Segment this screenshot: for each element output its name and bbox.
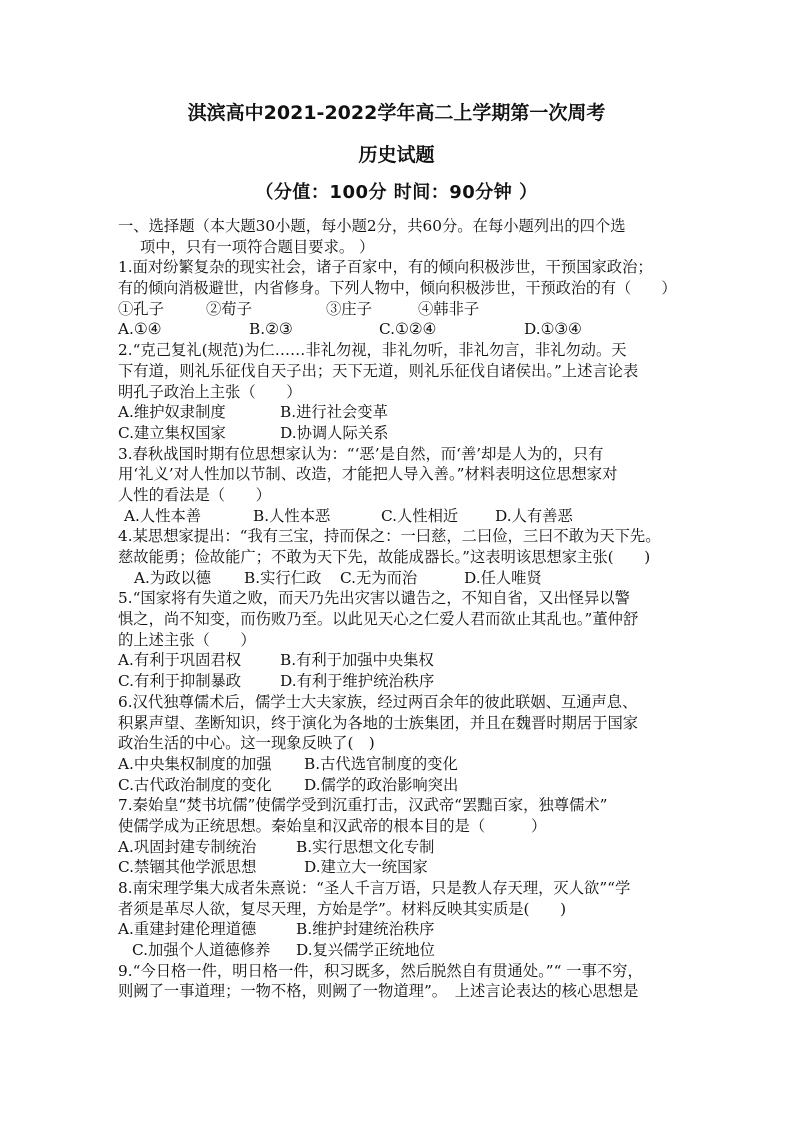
subject-title: 历史试题 xyxy=(358,144,435,166)
option-d: D.协调人际关系 xyxy=(280,423,389,442)
option-a: A.巩固封建专制统治 xyxy=(118,837,257,856)
question-options xyxy=(118,319,678,340)
question-stem-line: 用‘礼义’对人性加以节制、改造，才能把人导入善。”材料表明这位思想家对 xyxy=(118,465,618,484)
exam-body xyxy=(118,216,678,1002)
question-stem-line: 3.春秋战国时期有位思想家认为：“‘恶’是自然，而‘善’却是人为的，只有 xyxy=(118,444,604,463)
question-options xyxy=(118,940,678,961)
question-options xyxy=(118,402,678,423)
option-c: C.①②④ xyxy=(379,320,437,339)
question-options xyxy=(118,754,678,775)
option-b: B.实行仁政 xyxy=(244,568,322,587)
question-stem-line: 积累声望、垄断知识，终于演化为各地的士族集团，并且在魏晋时期居于国家 xyxy=(118,713,639,732)
question-6 xyxy=(118,692,678,795)
question-stem-line: 人性的看法是（ ） xyxy=(118,485,271,504)
option-a: A.为政以德 xyxy=(134,568,212,587)
option-b: B.有利于加强中央集权 xyxy=(280,651,434,670)
section-instruction-line2: 项中，只有一项符合题目要求。 ） xyxy=(140,237,375,256)
item: ②荀子 xyxy=(206,299,252,318)
question-options xyxy=(118,671,678,692)
question-options xyxy=(118,919,678,940)
question-stem-line: 使儒学成为正统思想。秦始皇和汉武帝的根本目的是（ ） xyxy=(118,816,547,835)
question-stem-line: 慈故能勇；俭故能广；不敢为天下先，故能成器长。”这表明该思想家主张( ) xyxy=(118,548,651,566)
option-d: D.任人唯贤 xyxy=(464,568,542,587)
option-b: B.进行社会变革 xyxy=(280,403,388,422)
option-a: A.重建封建伦理道德 xyxy=(118,920,257,939)
option-d: D.人有善恶 xyxy=(495,506,573,525)
question-options xyxy=(118,775,678,796)
question-stem-line: 9.“今日格一件，明日格一件，积习既多，然后脱然自有贯通处。”“ 一事不穷， xyxy=(118,961,643,980)
question-options xyxy=(118,423,678,444)
option-a: A.维护奴隶制度 xyxy=(118,403,226,422)
option-b: B.实行思想文化专制 xyxy=(296,837,435,856)
question-9 xyxy=(118,961,678,1002)
question-options xyxy=(118,506,678,527)
question-options xyxy=(118,857,678,878)
question-stem-line: 则阙了一事道理；一物不格，则阙了一物道理”。 上述言论表达的核心思想是 xyxy=(118,982,639,1001)
option-d: D.儒学的政治影响突出 xyxy=(304,775,459,794)
option-b: B.古代选官制度的变化 xyxy=(304,754,458,773)
question-3 xyxy=(118,444,678,527)
option-a: A.中央集权制度的加强 xyxy=(118,754,272,773)
question-stem-line: 者须是革尽人欲，复尽天理，方始是学”。材料反映其实质是( ) xyxy=(118,899,567,918)
option-d: D.有利于维护统治秩序 xyxy=(280,672,435,691)
question-stem-line: 5.“国家将有失道之败，而天乃先出灾害以谴告之，不知自省，又出怪异以警 xyxy=(118,589,630,608)
question-items xyxy=(118,299,678,320)
option-c: C.人性相近 xyxy=(381,506,459,525)
option-c: C.有利于抑制暴政 xyxy=(118,672,242,691)
option-a: A.①④ xyxy=(118,320,162,339)
question-options xyxy=(118,568,678,589)
item: ①孔子 xyxy=(118,299,164,318)
option-c: C.加强个人道德修养 xyxy=(132,941,271,960)
option-d: D.复兴儒学正统地位 xyxy=(296,941,435,960)
question-5 xyxy=(118,588,678,691)
question-stem-line: 政治生活的中心。这一现象反映了( ) xyxy=(118,734,375,753)
question-stem-line: 惧之，尚不知变，而伤败乃至。以此见天心之仁爱人君而欲止其乱也。”董仲舒 xyxy=(118,610,639,629)
question-2 xyxy=(118,340,678,443)
option-c: C.建立集权国家 xyxy=(118,423,226,442)
question-stem-line: 6.汉代独尊儒术后，儒学士大夫家族，经过两百余年的彼此联姻、互通声息、 xyxy=(118,692,638,711)
question-options xyxy=(118,837,678,858)
option-a: A.人性本善 xyxy=(124,506,202,525)
option-b: B.人性本恶 xyxy=(253,506,331,525)
option-c: C.古代政治制度的变化 xyxy=(118,775,272,794)
question-stem-line: 8.南宋理学集大成者朱熹说：“圣人千言万语，只是教人存天理，灭人欲”“学 xyxy=(118,879,631,897)
section-instruction-line1: 一、选择题（本大题30小题，每小题2分，共60分。在每小题列出的四个选 xyxy=(118,217,626,235)
question-stem-line: 下有道，则礼乐征伐自天子出；天下无道，则礼乐征伐自诸侯出。”上述言论表 xyxy=(118,361,639,380)
option-d: D.①③④ xyxy=(524,320,582,339)
question-stem-line: 7.秦始皇“焚书坑儒”使儒学受到沉重打击，汉武帝“罢黜百家，独尊儒术” xyxy=(118,796,608,815)
question-7 xyxy=(118,795,678,878)
option-c: C.禁锢其他学派思想 xyxy=(118,858,257,877)
question-4 xyxy=(118,526,678,588)
option-d: D.建立大一统国家 xyxy=(304,858,428,877)
question-stem-line: 明孔子政治上主张（ ） xyxy=(118,382,302,401)
question-8 xyxy=(118,878,678,961)
option-a: A.有利于巩固君权 xyxy=(118,651,241,670)
exam-title: 淇滨高中2021-2022学年高二上学期第一次周考 xyxy=(187,102,606,124)
option-b: B.②③ xyxy=(249,320,293,339)
item: ③庄子 xyxy=(326,299,372,318)
question-options xyxy=(118,650,678,671)
item: ④韩非子 xyxy=(418,299,480,318)
question-stem-line: 有的倾向消极避世，内省修身。下列人物中，倾向积极涉世，干预政治的有（ ） xyxy=(118,279,677,298)
question-stem-line: 4.某思想家提出：“我有三宝，持而保之：一曰慈，二曰俭，三曰不敢为天下先。 xyxy=(118,527,661,546)
question-stem-line: 1.面对纷繁复杂的现实社会，诸子百家中，有的倾向积极涉世，干预国家政治； xyxy=(118,258,653,277)
question-stem-line: 的上述主张（ ） xyxy=(118,630,256,649)
question-1 xyxy=(118,257,678,340)
option-c: C.无为而治 xyxy=(340,568,418,587)
option-b: B.维护封建统治秩序 xyxy=(296,920,435,939)
question-stem-line: 2.“克己复礼(规范)为仁……非礼勿视，非礼勿听，非礼勿言，非礼勿动。天 xyxy=(118,341,627,360)
exam-info: （分值：100分 时间：90分钟 ） xyxy=(255,182,538,203)
